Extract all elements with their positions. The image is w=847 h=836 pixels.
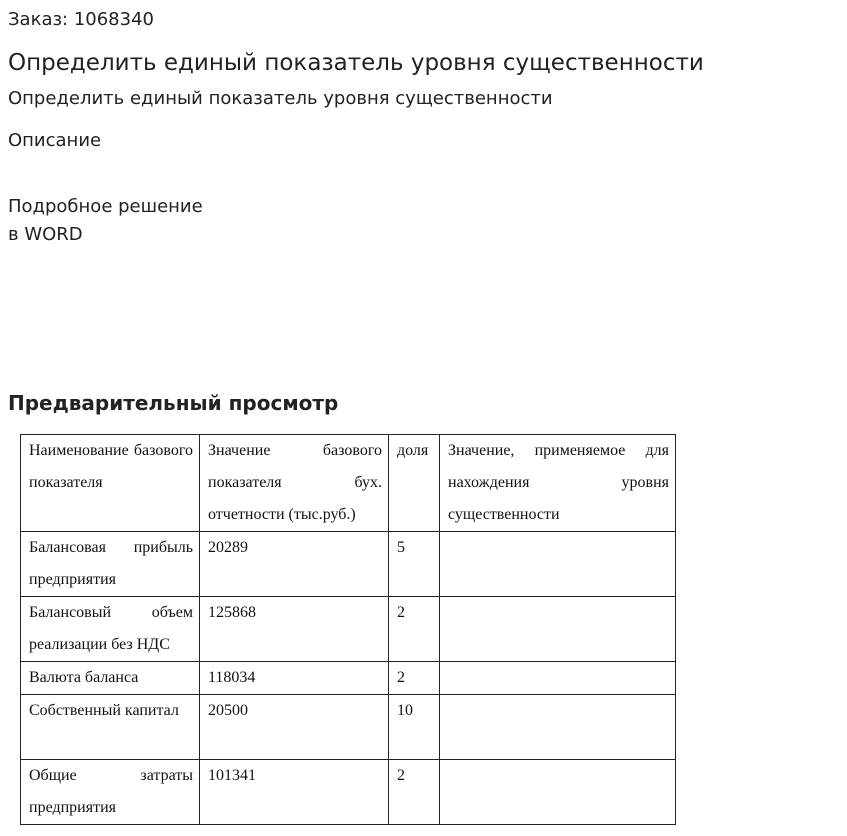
description-line: в WORD xyxy=(8,224,83,245)
table-cell: Собственный капитал xyxy=(21,695,200,760)
table-header-cell: Значение, применяемое для нахождения уровня существенности xyxy=(440,435,676,532)
table-header-cell: доля xyxy=(389,435,440,532)
order-number: Заказ: 1068340 xyxy=(8,9,154,30)
table-cell: 118034 xyxy=(200,662,389,695)
table-row xyxy=(21,760,676,825)
table-header-cell: Наименование базового показателя xyxy=(21,435,200,532)
table-cell: 20500 xyxy=(200,695,389,760)
table-row xyxy=(21,662,676,695)
table-row xyxy=(21,695,676,760)
table-cell: 2 xyxy=(389,760,440,825)
table-cell: 2 xyxy=(389,597,440,662)
table-cell: 101341 xyxy=(200,760,389,825)
table-cell xyxy=(440,662,676,695)
table-header-cell: Значение базового показателя бух. отчетности (тыс.руб.) xyxy=(200,435,389,532)
table-cell: Балансовая прибыль предприятия xyxy=(21,532,200,597)
table-cell: 5 xyxy=(389,532,440,597)
table-cell: 2 xyxy=(389,662,440,695)
page-title: Определить единый показатель уровня существенности xyxy=(8,50,704,76)
description-body xyxy=(8,193,203,249)
table-cell: Балансовый объем реализации без НДС xyxy=(21,597,200,662)
table-cell: 125868 xyxy=(200,597,389,662)
description-heading: Описание xyxy=(8,130,102,151)
table-cell: 20289 xyxy=(200,532,389,597)
table-cell xyxy=(440,760,676,825)
preview-heading: Предварительный просмотр xyxy=(8,391,339,415)
table-cell: Валюта баланса xyxy=(21,662,200,695)
table-header-row xyxy=(21,435,676,532)
table-cell: Общие затраты предприятия xyxy=(21,760,200,825)
table-cell xyxy=(440,695,676,760)
table-cell: 10 xyxy=(389,695,440,760)
preview-table xyxy=(20,434,676,825)
page-subtitle: Определить единый показатель уровня существенности xyxy=(8,88,553,109)
table-row xyxy=(21,597,676,662)
description-line: Подробное решение xyxy=(8,196,203,217)
table-cell xyxy=(440,597,676,662)
table-cell xyxy=(440,532,676,597)
table-row xyxy=(21,532,676,597)
